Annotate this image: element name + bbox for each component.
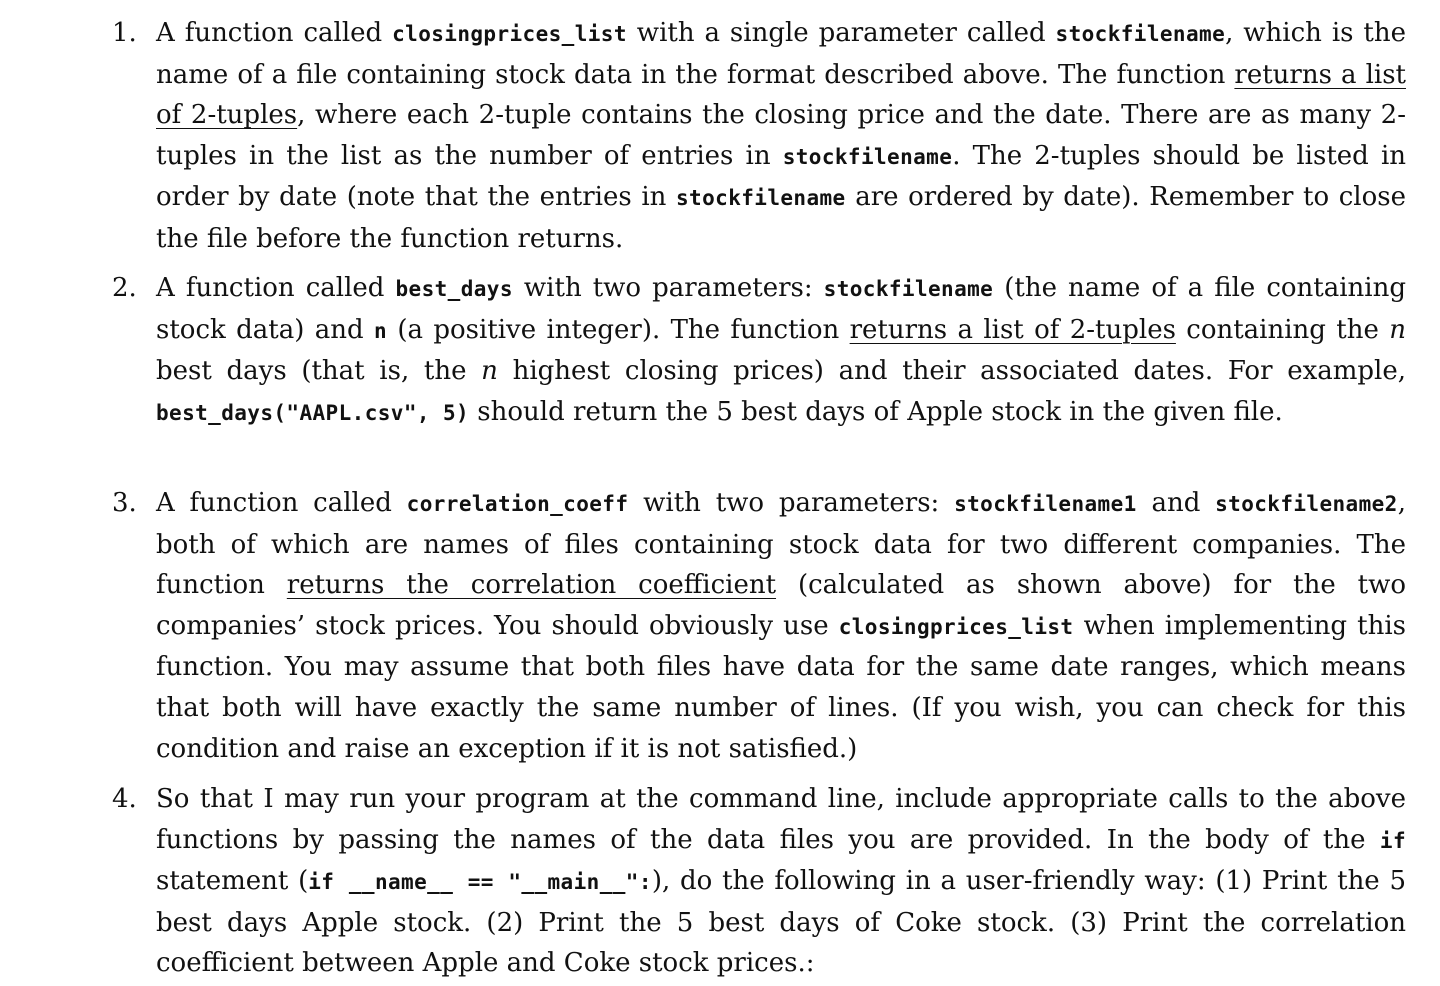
code-identifier: closingprices_list bbox=[838, 614, 1074, 639]
code-identifier: best_days("AAPL.csv", 5) bbox=[156, 400, 470, 425]
body-text: So that I may run your program at the command line, include appropriate calls to the above functions by passing the names of the data files you are provided. In the body of the bbox=[156, 784, 1406, 855]
underlined-text: returns the correlation coefficient bbox=[286, 570, 777, 601]
body-text: A function called bbox=[156, 273, 396, 303]
code-identifier: stockfilename bbox=[1055, 22, 1226, 46]
body-text: , which is the name of a file containing stock data in the format described above. The function bbox=[156, 18, 1406, 90]
code-identifier: stockfilename bbox=[823, 277, 994, 301]
list-item-body bbox=[156, 273, 1406, 427]
body-text: with two parameters: bbox=[512, 273, 824, 303]
body-text: ), do the following in a user-friendly way: (1) Print the 5 best days Apple stock. (2) Print the 5 best days of Coke stock. (3) Print the correlation coefficient between Apple and Coke stock prices.: bbox=[156, 866, 1406, 979]
body-text: statement ( bbox=[156, 866, 309, 897]
body-text: , both of which are names of files containing stock data for two different companies. The function bbox=[156, 488, 1406, 601]
body-text: , where each 2-tuple contains the closing price and the date. There are as many 2-tuples in the list as the number of entries in bbox=[156, 100, 1406, 171]
body-text: with a single parameter called bbox=[626, 18, 1056, 48]
body-text: containing the bbox=[1175, 314, 1390, 345]
body-text: A function called bbox=[156, 18, 393, 48]
code-identifier: best_days bbox=[395, 277, 513, 301]
code-identifier: stockfilename1 bbox=[954, 492, 1137, 516]
body-text: are ordered by date). Remember to close the file before the function returns. bbox=[156, 182, 1406, 254]
body-text: (a positive integer). The function bbox=[386, 314, 850, 345]
code-identifier: stockfilename2 bbox=[1215, 492, 1398, 516]
body-text: when implementing this function. You may assume that both files have data for the same date ranges, which means that both will have exactly the same number of lines. (If you wish, you can check for this condition and raise an exception if it is not satisfied.) bbox=[156, 610, 1406, 764]
code-identifier: stockfilename bbox=[676, 186, 846, 211]
list-item-body bbox=[156, 488, 1406, 764]
list-item bbox=[112, 13, 1406, 260]
body-text: best days (that is, the bbox=[156, 356, 482, 387]
body-text: . The 2-tuples should be listed in order by date (note that the entries in bbox=[156, 140, 1406, 213]
math-variable: n bbox=[481, 356, 498, 387]
list-item bbox=[112, 268, 1407, 433]
body-text: (calculated as shown above) for the two companies’ stock prices. You should obviously use bbox=[156, 570, 1407, 641]
list-item-body bbox=[156, 18, 1406, 254]
body-text: and bbox=[1136, 488, 1216, 518]
list-item-body bbox=[156, 784, 1406, 978]
code-identifier: correlation_coeff bbox=[406, 492, 629, 516]
list-item bbox=[112, 779, 1406, 984]
list-item-number: 2. bbox=[112, 273, 137, 303]
underlined-text: returns a list of 2-tuples bbox=[849, 314, 1176, 345]
code-identifier: n bbox=[373, 318, 387, 343]
code-identifier: stockfilename bbox=[782, 144, 953, 169]
code-identifier: if __name__ == "__main__": bbox=[308, 870, 652, 895]
body-text: should return the 5 best days of Apple stock in the given file. bbox=[469, 396, 1283, 427]
list-item-number: 1. bbox=[112, 18, 137, 48]
body-text: with two parameters: bbox=[628, 488, 955, 518]
list-item-number: 3. bbox=[112, 488, 137, 518]
body-text: (the name of a file containing stock data) and bbox=[156, 273, 1406, 345]
list-item-number: 4. bbox=[112, 784, 137, 814]
math-variable: n bbox=[1389, 314, 1406, 345]
body-text: highest closing prices) and their associated dates. For example, bbox=[497, 356, 1407, 387]
code-identifier: closingprices_list bbox=[392, 22, 627, 46]
code-identifier: if bbox=[1379, 828, 1406, 853]
list-item bbox=[112, 483, 1407, 769]
underlined-text: returns a list of 2-tuples bbox=[156, 59, 1406, 131]
body-text: A function called bbox=[156, 488, 407, 518]
